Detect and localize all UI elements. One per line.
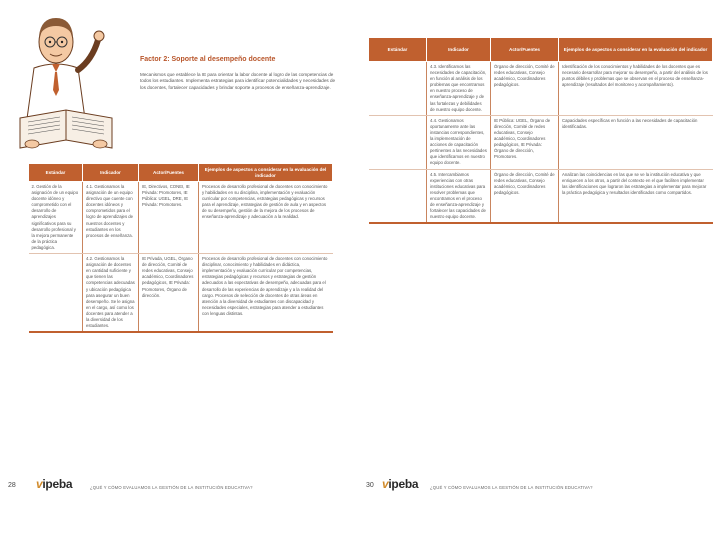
factor-title: Factor 2: Soporte al desempeño docente [140,56,276,63]
cell-ejemplos: Procesos de desarrollo profesional de docentes con conocimiento y habilidades en su disciplina, implementación y evaluación curricular por competencias, estrategias pedagógicas y recursos para el aprendizaje, estrategias de gestión de aula y en aspectos de su desempeño, gestión de la mejora de los procesos de enseñanza-aprendizaje y adecuación a la realidad. [199,182,333,254]
factor-intro: Mecanismos que establece la IE para orientar la labor docente al logro de las competencias de todos los estudiantes. Implementa estrategias para identificar potencialidades y necesidades de los docentes, fortalecer capacidades y brindar soporte a procesos de enseñanza-aprendizaje. [140,72,336,90]
table-row [369,62,713,116]
table-row [29,254,333,333]
page-number: 28 [8,482,16,489]
cell-actor: IE Privada, UGEL, Órgano de dirección, Comité de redes educativas, Consejo académico, Coordinadores pedagógicos, IE Privada: Promotores, Órgano de dirección. [139,254,199,333]
cell-ejemplos: Procesos de desarrollo profesional de docentes con conocimiento disciplinar, conocimiento y habilidades en didáctica, implementación y evaluación curricular por competencias, estrategias pedagógicas y recursos y estrategias de gestión adecuados a las expectativas de desempeño, adecuadas para el desarrollo de las experiencias de aprendizaje y a la realidad del cargo. Procesos de selección de docentes de otras áreas en atención a la diversidad de estudiantes con discapacidad y necesidades especiales, estrategias para atender a estudiantes con lenguas distintas. [199,254,333,333]
cell-actor: Órgano de dirección, Comité de redes educativas, Consejo académico, Coordinadores pedagógicos. [491,62,559,116]
teacher-reading-book-illustration [8,6,128,161]
cell-indicador: 4.1. Gestionamos la asignación de un equipo directivo que cuente con docentes idóneos y comprometidos para el logro de aprendizajes de nuestros docentes y estudiantes en los procesos de enseñanza. [83,182,139,254]
header-indicador: Indicador [83,164,139,182]
table-row [369,115,713,169]
cell-indicador: 4.5. Intercambiamos experiencias con otras instituciones educativas para resolver problemas que encontramos en el proceso de enseñanza-aprendizaje y fortalecer las capacidades de nuestro equipo docente. [427,169,491,223]
cell-ejemplos: Capacidades específicas en función a las necesidades de capacitación identificadas. [559,115,713,169]
cell-estandar [369,62,427,116]
header-estandar: Estándar [29,164,83,182]
footer-text: ¿QUÉ Y CÓMO EVALUAMOS LA GESTIÓN DE LA INSTITUCIÓN EDUCATIVA? [90,485,253,490]
header-ejemplos: Ejemplos de aspectos a considerar en la evaluación del indicador [199,164,333,182]
cell-estandar: 2. Gestión de la asignación de un equipo docente idóneo y comprometido con el desarrollo de aprendizajes significativos para su desarrollo profesional y la mejora permanente de la práctica pedagógica. [29,182,83,254]
header-indicador: Indicador [427,38,491,62]
cell-actor: IE Pública: UGEL, Órgano de dirección, Comité de redes educativas, Consejo académico, Coordinadores pedagógicos, IE Privada: Órgano de dirección, Promotores. [491,115,559,169]
footer-text: ¿QUÉ Y CÓMO EVALUAMOS LA GESTIÓN DE LA INSTITUCIÓN EDUCATIVA? [430,485,593,490]
cell-actor: IE, Directivos, CONEI, IE Privada: Promotores, IE Pública: UGEL, DRE, IE Privada: Promotores. [139,182,199,254]
cell-indicador: 4.2. Gestionamos la asignación de docentes en cantidad suficiente y que tienen las competencias adecuadas y ubicación pedagógica para asegurar un buen desempeño. Se le asigna en el cargo, así como los docentes para atender a la diversidad de los estudiantes. [83,254,139,333]
evaluation-table [28,163,333,333]
cell-actor: Órgano de dirección, Comité de redes educativas, Consejo académico, Coordinadores pedagógicos. [491,169,559,223]
cell-indicador: 4.3. Identificamos las necesidades de capacitación, en función al análisis de los problemas que encontramos en nuestro proceso de enseñanza-aprendizaje y de las fortalezas y debilidades de nuestro equipo docente. [427,62,491,116]
ipeba-logo: vipeba [36,477,73,491]
cell-estandar [29,254,83,333]
cell-ejemplos: Identificación de los conocimientos y habilidades de los docentes que es necesario desarrollar para mejorar su desempeño, a partir del análisis de los puntos débiles y problemas que se observan en el proceso de enseñanza-aprendizaje (resultados del monitoreo y acompañamiento). [559,62,713,116]
header-actor: Actor/Fuentes [139,164,199,182]
page-number: 30 [366,482,374,489]
header-actor: Actor/Fuentes [491,38,559,62]
right-page [360,0,720,540]
cell-estandar [369,169,427,223]
cell-indicador: 4.4. Gestionamos oportunamente ante las instancias correspondientes, la implementación de acciones de capacitación pertinentes a las necesidades que identificamos en nuestro equipo docente. [427,115,491,169]
header-estandar: Estándar [369,38,427,62]
table-row [369,169,713,223]
cell-estandar [369,115,427,169]
header-ejemplos: Ejemplos de aspectos a considerar en la evaluación del indicador [559,38,713,62]
cell-ejemplos: Analizan las coincidencias en las que se ve la institución educativa y que enriquecen a los otros, a partir del contexto en el que faciliten implementar las identificaciones que lograron las estrategias a implementar para mejorar la práctica pedagógica y resultados identificados como compartidos. [559,169,713,223]
table-row [29,182,333,254]
ipeba-logo: vipeba [382,477,419,491]
evaluation-table [368,37,713,224]
